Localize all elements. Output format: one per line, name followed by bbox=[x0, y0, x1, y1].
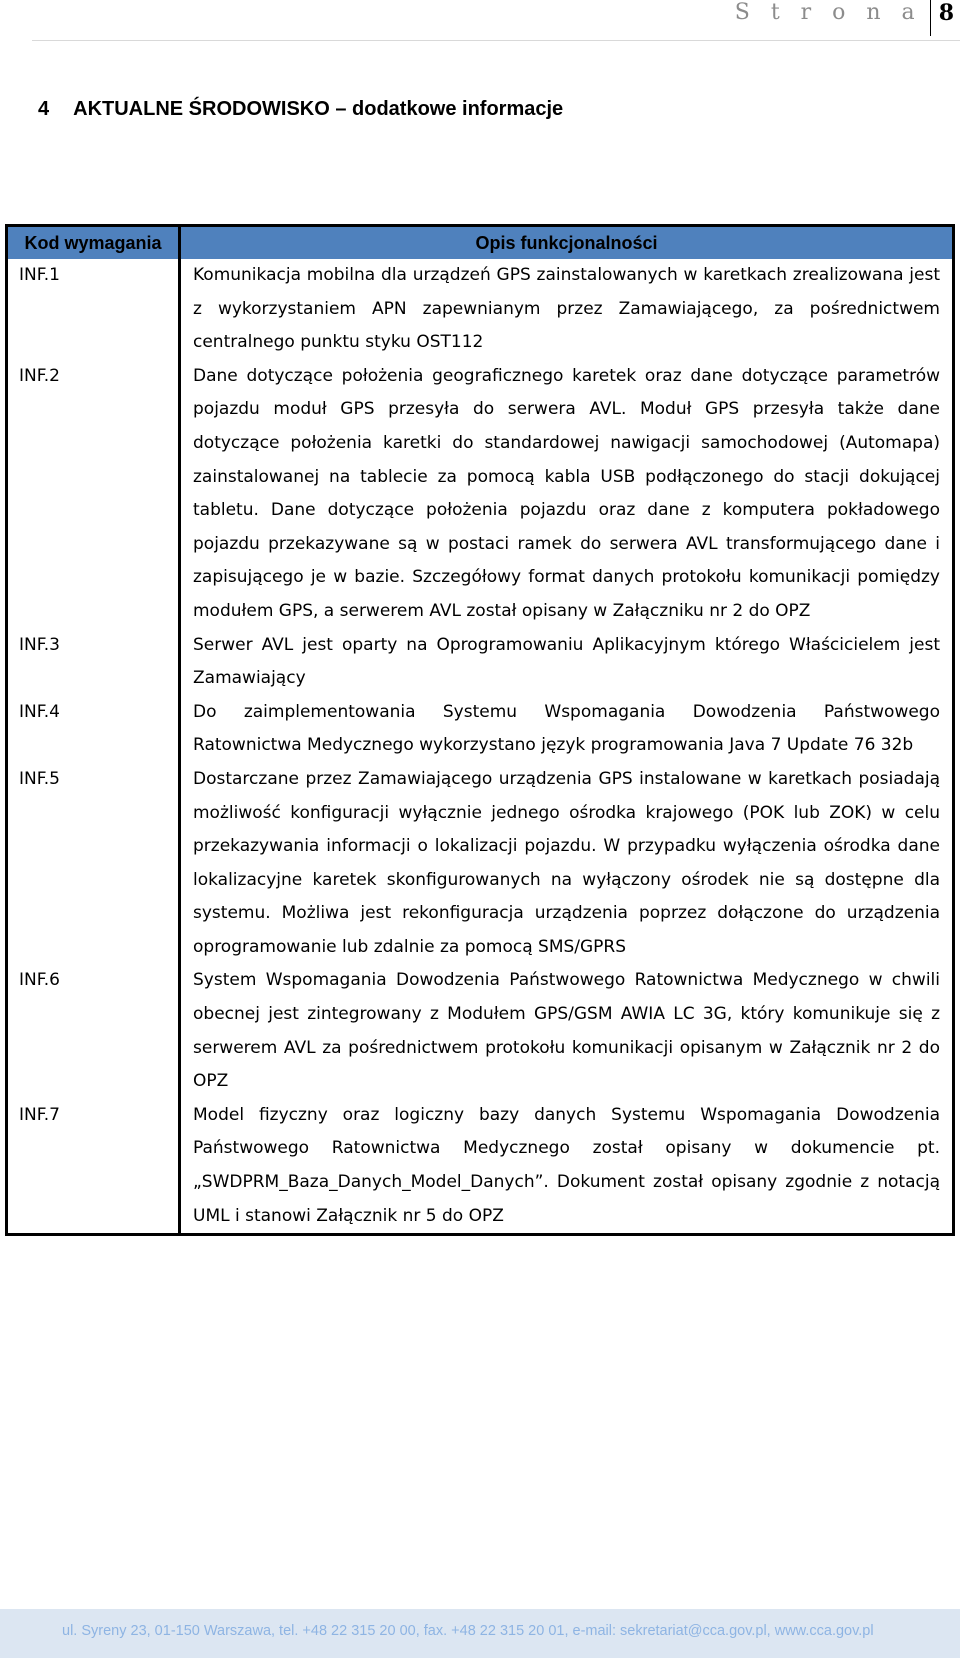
requirement-description: Do zaimplementowania Systemu Wspomagania Dowodzenia Państwowego Ratownictwa Medycznego wykorzystano język programowania Java 7 Update 76 32b bbox=[193, 701, 940, 756]
requirement-description: Model fizyczny oraz logiczny bazy danych Systemu Wspomagania Dowodzenia Państwowego Ratownictwa Medycznego został opisany w dokumencie pt. „SWDPRM_Baza_Danych_Model_Danych”. Dokument został opisany zgodnie z notacją UML i stanowi Załącznik nr 5 do OPZ bbox=[193, 1104, 940, 1226]
table-row bbox=[7, 629, 954, 696]
page-label: S t r o n a bbox=[734, 0, 922, 25]
requirement-description: Dane dotyczące położenia geograficznego karetek oraz dane dotyczące parametrów pojazdu moduł GPS przesyła do serwera AVL. Moduł GPS przesyła także dane dotyczące położenia karetki do standardowej nawigacji samochodowej (Automapa) zainstalowanej na tablecie za pomocą kabla USB podłączonego do stacji dokującej tabletu. Dane dotyczące położenia pojazdu oraz dane z komputera pokładowego pojazdu przekazywane są w postaci ramek do serwera AVL transformującego dane i zapisującego je w bazie. Szczegółowy format danych protokołu komunikacji pomiędzy modułem GPS, a serwerem AVL został opisany w Załączniku nr 2 do OPZ bbox=[193, 365, 940, 621]
requirement-description: Komunikacja mobilna dla urządzeń GPS zainstalowanych w karetkach zrealizowana jest z wykorzystaniem APN zapewnianym przez Zamawiającego, za pośrednictwem centralnego punktu styku OST112 bbox=[193, 265, 940, 353]
table-row bbox=[7, 763, 954, 965]
requirement-code: INF.6 bbox=[7, 964, 180, 1098]
header-divider bbox=[32, 40, 960, 41]
table-row bbox=[7, 259, 954, 360]
table-row bbox=[7, 964, 954, 1098]
requirement-description: Serwer AVL jest oparty na Oprogramowaniu Aplikacyjnym którego Właścicielem jest Zamawiający bbox=[193, 634, 940, 689]
column-header-code: Kod wymagania bbox=[7, 226, 180, 260]
requirements-table bbox=[5, 224, 955, 1236]
page-number: 8 bbox=[930, 0, 960, 36]
page-header bbox=[735, 0, 960, 40]
requirement-code: INF.2 bbox=[7, 360, 180, 629]
table-row bbox=[7, 1099, 954, 1235]
table-row bbox=[7, 360, 954, 629]
requirement-code: INF.3 bbox=[7, 629, 180, 696]
requirement-code: INF.5 bbox=[7, 763, 180, 965]
section-title: AKTUALNE ŚRODOWISKO – dodatkowe informacje bbox=[73, 98, 564, 120]
page-footer bbox=[0, 1609, 960, 1658]
requirement-description: System Wspomagania Dowodzenia Państwowego Ratownictwa Medycznego w chwili obecnej jest zintegrowany z Modułem GPS/GSM AWIA LC 3G, który komunikuje się z serwerem AVL za pośrednictwem protokołu komunikacji opisanym w Załącznik nr 2 do OPZ bbox=[193, 970, 940, 1092]
table-header-row bbox=[7, 226, 954, 260]
requirement-description: Dostarczane przez Zamawiającego urządzenia GPS instalowane w karetkach posiadają możliwość konfiguracji wyłącznie jednego ośrodka krajowego (POK lub ZOK) w celu przekazywania informacji o lokalizacji pojazdu. W przypadku wyłączenia ośrodka dane lokalizacyjne karetek skonfigurowanych na wyłączony ośrodek nie są dostępne dla systemu. Możliwa jest rekonfiguracja urządzenia poprzez dołączone do urządzenia oprogramowanie lub zdalnie za pomocą SMS/GPRS bbox=[193, 768, 940, 957]
section-heading bbox=[38, 98, 563, 121]
footer-contact-info: ul. Syreny 23, 01-150 Warszawa, tel. +48 22 315 20 00, fax. +48 22 315 20 01, e-mail: sekretariat@cca.gov.pl, www.cca.gov.pl bbox=[62, 1623, 874, 1639]
requirement-code: INF.7 bbox=[7, 1099, 180, 1235]
requirement-code: INF.4 bbox=[7, 696, 180, 763]
column-header-description: Opis funkcjonalności bbox=[180, 226, 954, 260]
requirement-code: INF.1 bbox=[7, 259, 180, 360]
section-number: 4 bbox=[38, 98, 50, 120]
table-row bbox=[7, 696, 954, 763]
